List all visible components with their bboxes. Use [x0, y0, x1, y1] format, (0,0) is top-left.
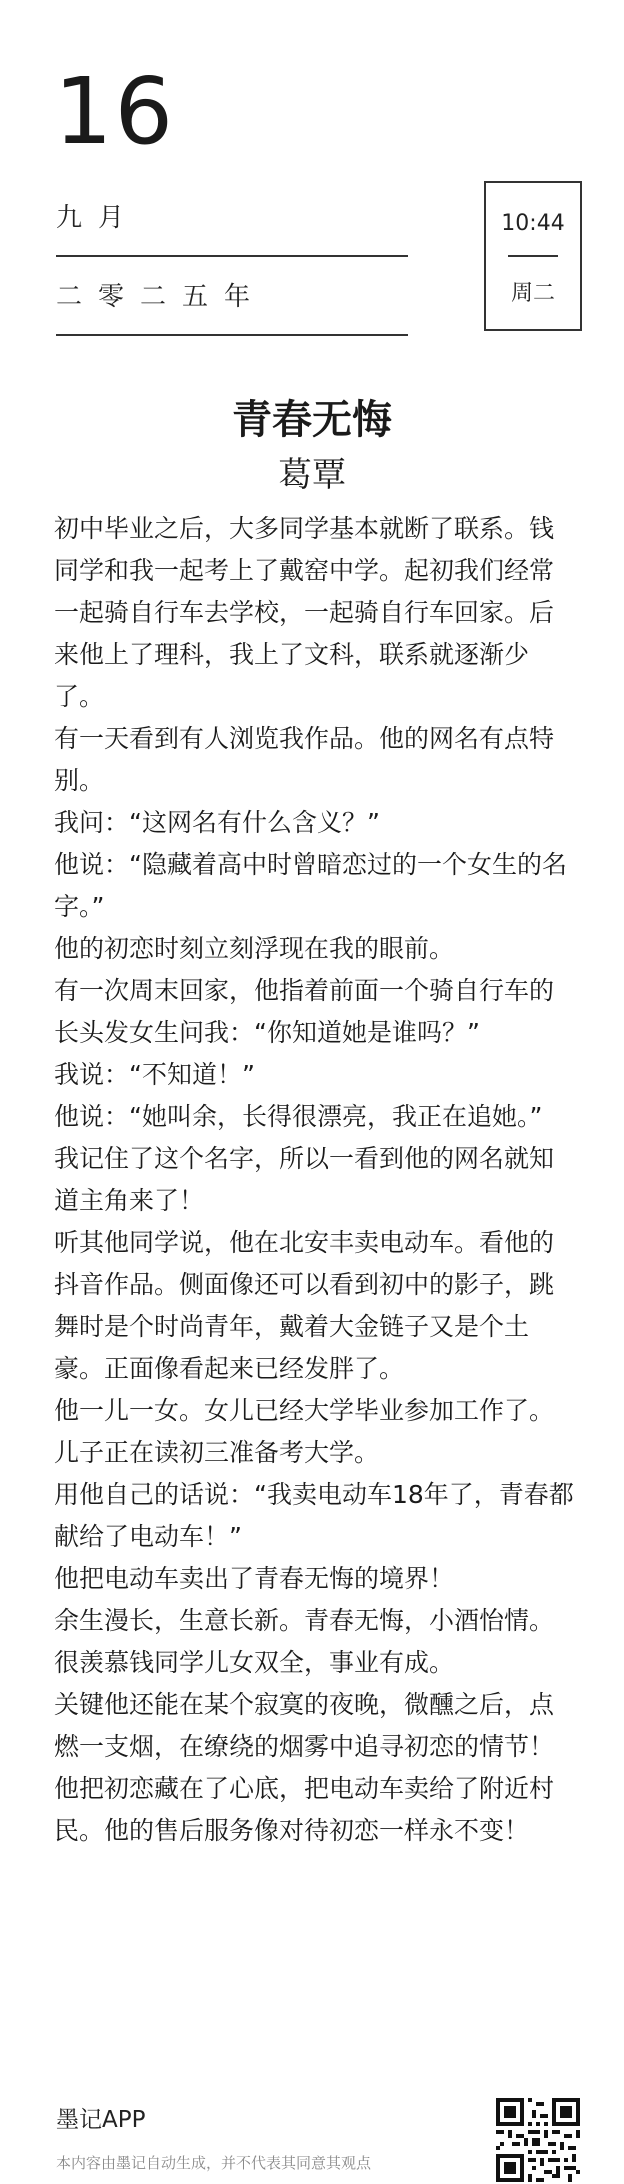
- paragraph: 他把初恋藏在了心底，把电动车卖给了附近村民。他的售后服务像对待初恋一样永不变！: [54, 1774, 555, 1845]
- article-author: 葛覃: [278, 455, 346, 495]
- time-box: [484, 181, 582, 331]
- time-box-divider: [508, 255, 558, 257]
- paragraph: 他说：“她叫余，长得很漂亮，我正在追她。”: [54, 1102, 543, 1131]
- paragraph: 他的初恋时刻立刻浮现在我的眼前。: [54, 934, 455, 963]
- date-day: 16: [54, 58, 176, 165]
- disclaimer-text: 本内容由墨记自动生成，并不代表其同意其观点: [56, 2154, 372, 2172]
- article-body: [54, 508, 574, 1852]
- paragraph: 他一儿一女。女儿已经大学毕业参加工作了。儿子正在读初三准备考大学。: [54, 1396, 555, 1467]
- weekday-label: 周二: [510, 281, 555, 306]
- qr-code-icon[interactable]: [496, 2098, 580, 2182]
- paragraph: 有一天看到有人浏览我作品。他的网名有点特别。: [54, 724, 555, 795]
- time-label: 10:44: [501, 211, 565, 236]
- divider-month: [56, 255, 408, 257]
- date-year: 二零二五年: [56, 282, 267, 312]
- paragraph: 用他自己的话说：“我卖电动车18年了，青春都献给了电动车！”: [54, 1480, 574, 1551]
- date-month: 九月: [56, 203, 141, 233]
- paragraph: 他把电动车卖出了青春无悔的境界！: [54, 1564, 455, 1593]
- app-brand: 墨记APP: [56, 2107, 146, 2133]
- divider-year: [56, 334, 408, 336]
- paragraph: 听其他同学说，他在北安丰卖电动车。看他的抖音作品。侧面像还可以看到初中的影子，跳舞时是个时尚青年，戴着大金链子又是个土豪。正面像看起来已经发胖了。: [54, 1228, 555, 1383]
- paragraph: 初中毕业之后，大多同学基本就断了联系。钱同学和我一起考上了戴窑中学。起初我们经常一起骑自行车去学校，一起骑自行车回家。后来他上了理科，我上了文科，联系就逐渐少了。: [54, 514, 555, 711]
- paragraph: 我说：“不知道！”: [54, 1060, 255, 1089]
- article-title: 青春无悔: [232, 397, 392, 443]
- paragraph: 我记住了这个名字，所以一看到他的网名就知道主角来了！: [54, 1144, 555, 1215]
- paragraph: 我问：“这网名有什么含义？”: [54, 808, 380, 837]
- paragraph: 有一次周末回家，他指着前面一个骑自行车的长头发女生问我：“你知道她是谁吗？”: [54, 976, 555, 1047]
- paragraph: 余生漫长，生意长新。青春无悔，小酒怡情。: [54, 1606, 555, 1635]
- paragraph: 他说：“隐藏着高中时曾暗恋过的一个女生的名字。”: [54, 850, 567, 921]
- paragraph: 很羡慕钱同学儿女双全，事业有成。: [54, 1648, 455, 1677]
- paragraph: 关键他还能在某个寂寞的夜晚，微醺之后，点燃一支烟，在缭绕的烟雾中追寻初恋的情节！: [54, 1690, 555, 1761]
